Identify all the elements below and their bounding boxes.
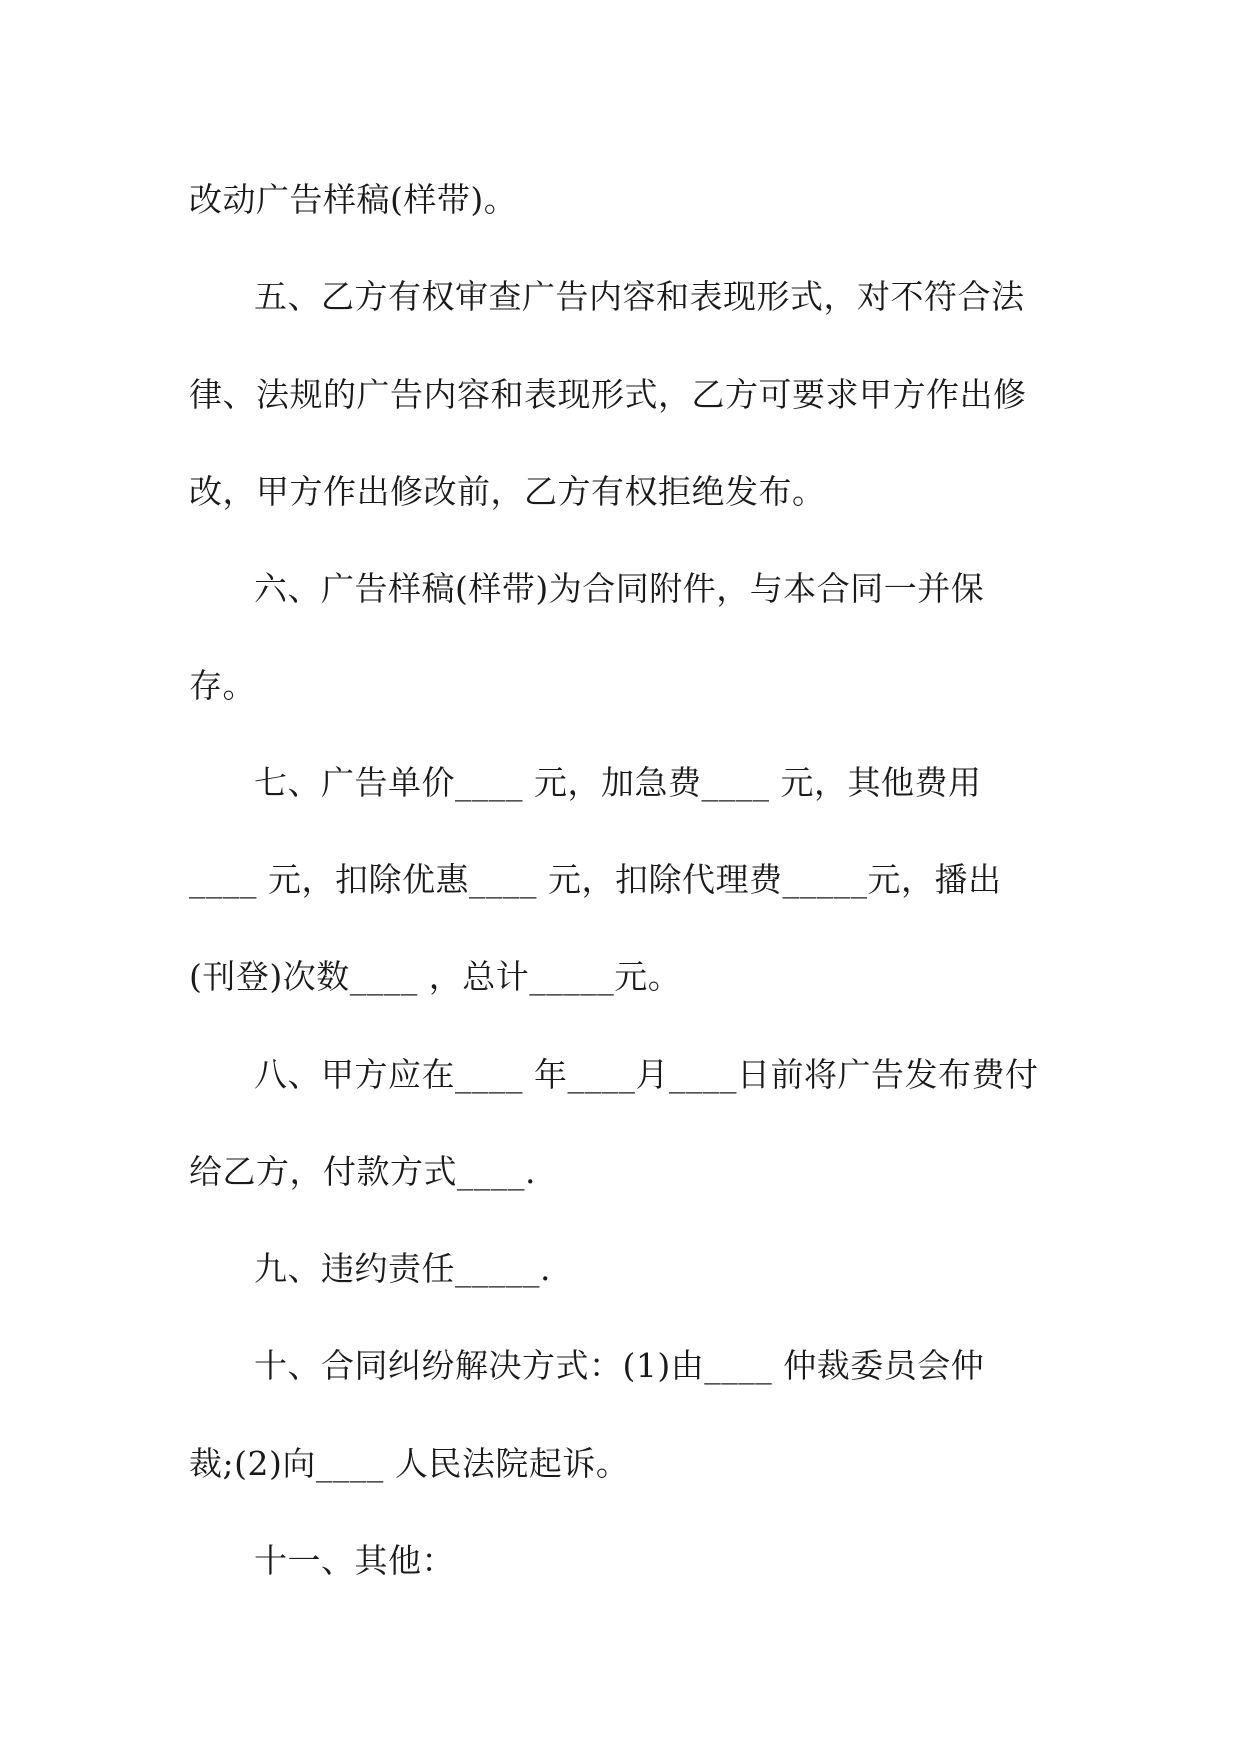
paragraph-line: 六、广告样稿(样带)为合同附件，与本合同一并保 [254,569,985,608]
paragraph-line: 改动广告样稿(样带)。 [189,180,518,219]
paragraph-line: 五、乙方有权审查广告内容和表现形式，对不符合法 [254,277,1025,316]
paragraph-line: 十、合同纠纷解决方式：(1)由____ 仲裁委员会仲 [254,1346,985,1385]
paragraph-line: 给乙方，付款方式____. [189,1152,536,1191]
paragraph-line: 八、甲方应在____ 年____月____日前将广告发布费付 [254,1055,1039,1094]
paragraph-line: 存。 [189,666,256,705]
paragraph-line: 十一、其他： [254,1541,455,1580]
paragraph-line: 七、广告单价____ 元，加急费____ 元，其他费用 [254,763,982,802]
paragraph-line: 九、违约责任_____. [254,1249,551,1288]
paragraph-line: 律、法规的广告内容和表现形式，乙方可要求甲方作出修 [189,375,1027,414]
paragraph-line: 改，甲方作出修改前，乙方有权拒绝发布。 [189,472,826,511]
paragraph-line: (刊登)次数____ ，总计_____元。 [189,957,682,996]
paragraph-line: ____ 元，扣除优惠____ 元，扣除代理费_____元，播出 [189,860,1002,899]
paragraph-line: 裁;(2)向____ 人民法院起诉。 [189,1444,630,1483]
